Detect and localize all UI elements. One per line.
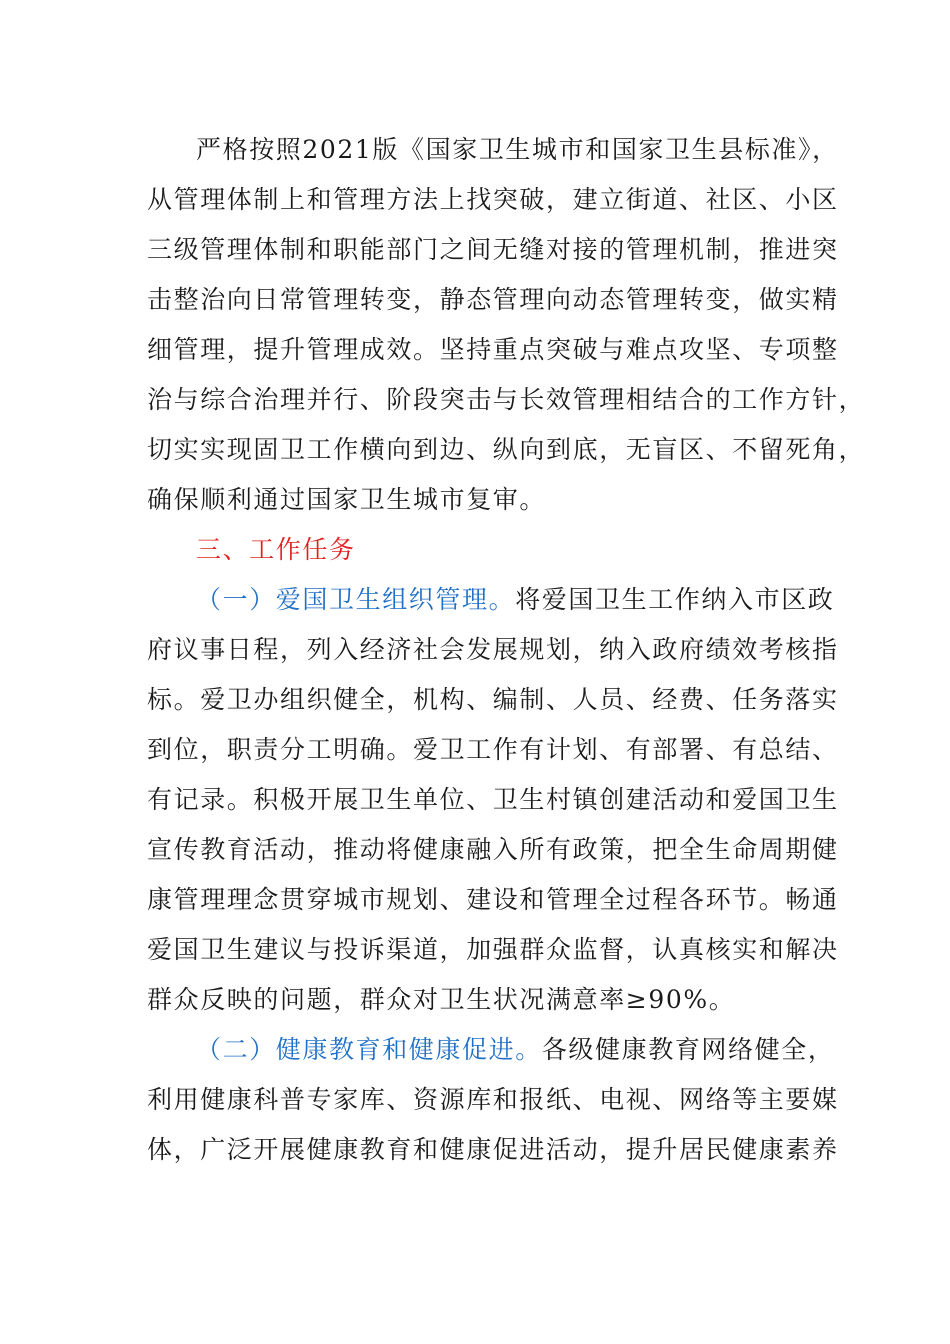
paragraph-line: 治与综合治理并行、阶段突击与长效管理相结合的工作方针， [147, 385, 866, 414]
paragraph-line: 有记录。积极开展卫生单位、卫生村镇创建活动和爱国卫生 [147, 785, 839, 814]
paragraph-line: 标。爱卫办组织健全，机构、编制、人员、经费、任务落实 [147, 685, 839, 714]
item-first-line [196, 1025, 835, 1075]
paragraph-line: 康管理理念贯穿城市规划、建设和管理全过程各环节。畅通 [147, 885, 839, 914]
paragraph-line: 击整治向日常管理转变，静态管理向动态管理转变，做实精 [147, 285, 839, 314]
paragraph-line: 确保顺利通过国家卫生城市复审。 [147, 485, 547, 514]
paragraph-line: 利用健康科普专家库、资源库和报纸、电视、网络等主要媒 [147, 1085, 839, 1114]
section-heading: 三、工作任务 [196, 535, 356, 564]
paragraph-line: 切实实现固卫工作横向到边、纵向到底，无盲区、不留死角， [147, 435, 866, 464]
paragraph-line: 细管理，提升管理成效。坚持重点突破与难点攻坚、专项整 [147, 335, 839, 364]
paragraph-text: 将爱国卫生工作纳入市区政 [515, 585, 835, 614]
paragraph-line: 严格按照2021版《国家卫生城市和国家卫生县标准》， [196, 135, 839, 164]
paragraph-line: 体，广泛开展健康教育和健康促进活动，提升居民健康素养 [147, 1135, 839, 1164]
paragraph-line: 到位，职责分工明确。爱卫工作有计划、有部署、有总结、 [147, 735, 839, 764]
paragraph-line: 府议事日程，列入经济社会发展规划，纳入政府绩效考核指 [147, 635, 839, 664]
paragraph-line: 群众反映的问题，群众对卫生状况满意率≥90%。 [147, 985, 736, 1014]
paragraph-line: 爱国卫生建议与投诉渠道，加强群众监督，认真核实和解决 [147, 935, 839, 964]
subheading: （一）爱国卫生组织管理。 [196, 585, 516, 614]
item-first-line [196, 575, 835, 625]
paragraph-line: 从管理体制上和管理方法上找突破，建立街道、社区、小区 [147, 185, 839, 214]
subheading: （二）健康教育和健康促进。 [196, 1035, 542, 1064]
paragraph-text: 各级健康教育网络健全， [541, 1035, 835, 1064]
paragraph-line: 宣传教育活动，推动将健康融入所有政策，把全生命周期健 [147, 835, 839, 864]
paragraph-line: 三级管理体制和职能部门之间无缝对接的管理机制，推进突 [147, 235, 839, 264]
